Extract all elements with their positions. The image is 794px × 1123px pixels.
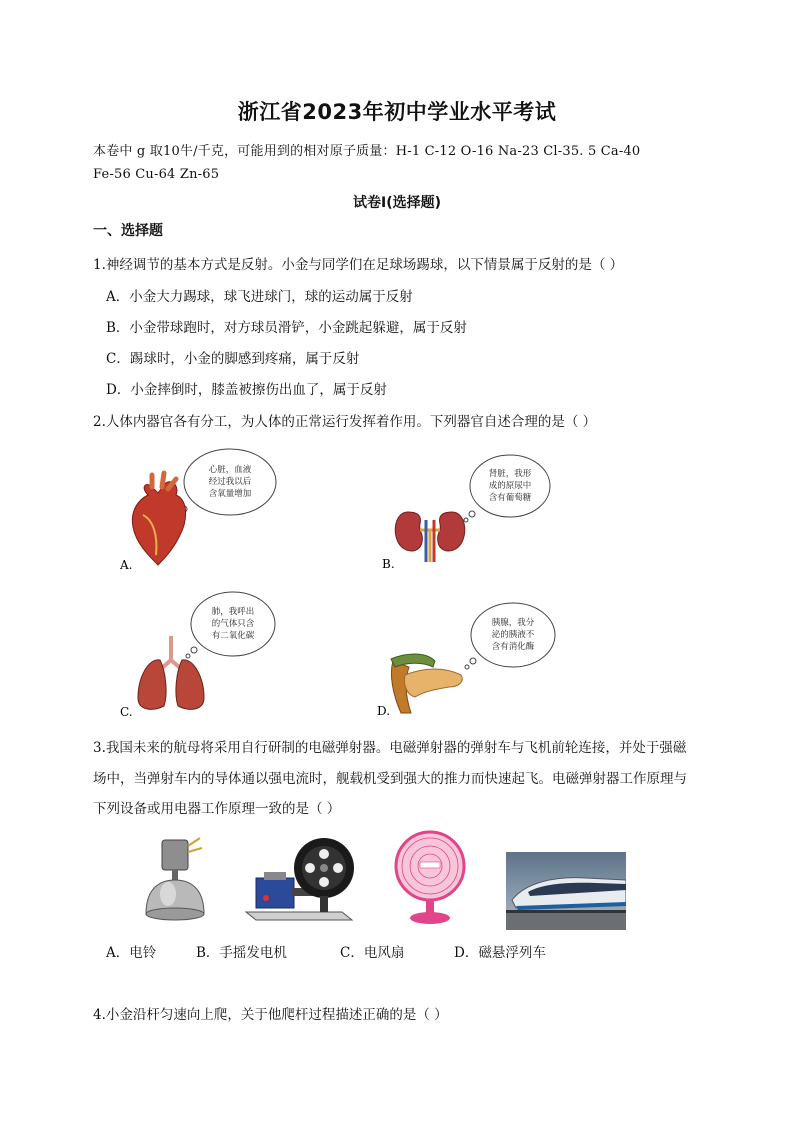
lungs-icon (118, 588, 288, 723)
device-label-c: C．电风扇 (340, 945, 405, 961)
question-3-stem-line-3: 下列设备或用电器工作原理一致的是（ ） (93, 801, 341, 817)
question-3-stem-line-2: 场中，当弹射车内的导体通以强电流时，舰载机受到强大的推力而快速起飞。电磁弹射器工作原理与 (93, 771, 687, 787)
heart-icon (118, 445, 288, 575)
question-2-stem: 2.人体内器官各有分工，为人体的正常运行发挥着作用。下列器官自述合理的是（ ） (93, 414, 597, 430)
bubble-text-line: 泌的胰液不 (491, 630, 535, 640)
bubble-text-line: 肾脏，我形 (488, 469, 532, 479)
bubble-text-line: 含有消化酶 (491, 642, 535, 652)
question-1-stem: 1.神经调节的基本方式是反射。小金与同学们在足球场踢球，以下情景属于反射的是（ ） (93, 257, 624, 273)
maglev-train-icon (506, 852, 626, 930)
device-option-b (242, 828, 354, 928)
bubble-text-line: 心脏，血液 (208, 465, 252, 475)
device-label-a: A．电铃 (106, 945, 157, 961)
organ-label: D. (377, 704, 391, 718)
organ-option-b (380, 450, 560, 575)
bubble-text-line: 的气体只含 (211, 619, 255, 629)
organ-label: A. (120, 558, 133, 572)
device-label-b: B．手摇发电机 (196, 945, 287, 961)
question-3-stem-line-1: 3.我国未来的航母将采用自行研制的电磁弹射器。电磁弹射器的弹射车与飞机前轮连接，并处于强磁 (93, 740, 687, 756)
exam-title: 浙江省2023年初中学业水平考试 (237, 100, 557, 124)
bubble-text-line: 胰腺，我分 (491, 618, 535, 628)
question-1-option-c: C．踢球时，小金的脚感到疼痛，属于反射 (106, 351, 360, 367)
device-label-d: D．磁悬浮列车 (454, 945, 546, 961)
hand-generator-icon (242, 828, 354, 928)
organ-option-d (375, 595, 565, 723)
bubble-text-line: 有二氧化碳 (211, 631, 255, 641)
question-4-stem: 4.小金沿杆匀速向上爬，关于他爬杆过程描述正确的是（ ） (93, 1007, 448, 1023)
bubble-text-line: 经过我以后 (208, 477, 252, 487)
section-heading: 一、选择题 (93, 223, 163, 239)
electric-fan-icon (390, 828, 470, 928)
organ-option-a (118, 445, 288, 575)
bubble-text-line: 含有葡萄糖 (488, 493, 532, 503)
question-1-option-d: D．小金摔倒时，膝盖被擦伤出血了，属于反射 (106, 382, 387, 398)
electric-bell-icon (140, 832, 210, 927)
bubble-text-line: 肺，我呼出 (211, 607, 255, 617)
info-line-2: Fe-56 Cu-64 Zn-65 (93, 167, 220, 182)
device-option-d (506, 852, 626, 930)
bubble-text-line: 含氧量增加 (208, 489, 252, 499)
question-1-option-a: A．小金大力踢球，球飞进球门，球的运动属于反射 (106, 289, 413, 305)
organ-label: C. (120, 705, 133, 719)
info-line-1: 本卷中 g 取10牛/千克，可能用到的相对原子质量：H-1 C-12 O-16 Na-23 Cl-35. 5 Ca-40 (93, 144, 641, 159)
organ-option-c (118, 588, 288, 723)
paper-part-heading: 试卷Ⅰ(选择题) (352, 195, 441, 211)
kidney-icon (380, 450, 560, 575)
pancreas-icon (375, 595, 565, 723)
bubble-text-line: 成的原尿中 (488, 481, 532, 491)
organ-label: B. (382, 557, 395, 571)
device-option-c (390, 828, 470, 928)
question-1-option-b: B．小金带球跑时，对方球员滑铲，小金跳起躲避，属于反射 (106, 320, 467, 336)
device-option-a (140, 832, 210, 927)
